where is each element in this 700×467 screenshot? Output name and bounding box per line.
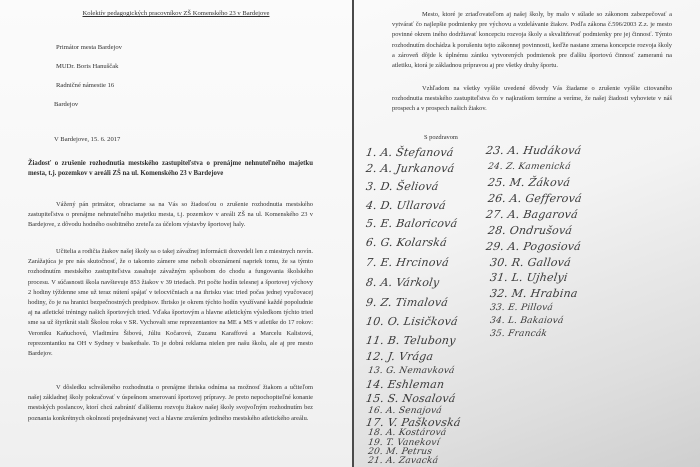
signature: 7. E. Hrcinová — [365, 256, 450, 269]
greeting: S pozdravom — [424, 134, 458, 141]
signature: 25. M. Žáková — [487, 176, 572, 189]
letter-date: V Bardejove, 15. 6. 2017 — [54, 136, 121, 143]
signature: 3. D. Šeliová — [365, 180, 440, 193]
paragraph-1: Vážený pán primátor, obraciame sa na Vás so žiadosťou o zrušenie rozhodnutia mestského zastupiteľstva o prenájme nehnuteľného majetku mesta, t.j. pozemkov v areáli ZŠ na ul. Komenského 23 v Bardejove, z dôvodu hodného osobitného zreteľa za účelom výstavby športovej haly. — [28, 201, 313, 229]
signature: 24. Z. Kamenická — [487, 162, 572, 172]
signature: 33. E. Pillová — [489, 303, 554, 313]
recipient-city: Bardejov — [54, 101, 79, 108]
signature: 15. S. Nosalová — [365, 392, 457, 405]
recipient-street: Radničné námestie 16 — [56, 82, 115, 89]
signature: 6. G. Kolarská — [365, 236, 448, 249]
signature: 20. M. Petrus — [367, 447, 433, 457]
signature: 18. A. Kostárová — [367, 428, 447, 438]
signature: 32. M. Hrabina — [489, 287, 579, 300]
signature: 4. D. Ullarová — [365, 199, 447, 212]
signature: 5. E. Baloricová — [365, 217, 459, 230]
signature: 26. A. Gefferová — [487, 192, 583, 205]
signature: 30. R. Gallová — [489, 256, 572, 269]
signature: 19. T. Vanekoví — [367, 438, 441, 448]
recipient-name: MUDr. Boris Hanuščak — [56, 63, 119, 70]
paragraph-5: Vzhľadom na všetky vyššie uvedené dôvody Vás žiadame o zrušenie vyššie citovaného rozhodnutia mestského zastupiteľstva čo v najkratšom termíne a veríme, že našej žiadosti vyhoviete v náš prospech a v prospech našich žiakov. — [392, 85, 672, 113]
letter-page-right — [354, 0, 700, 467]
signature: 14. Eshleman — [365, 378, 446, 391]
signature: 12. J. Vrága — [365, 350, 435, 363]
paragraph-3: V dôsledku schváleného rozhodnutia o prenájme ihriska odníma sa možnosť žiakom a učiteľom našej základnej školy pokračovať v úspešnom smerovaní športovej prípravy. Je preto nepochopiteľné konanie mestských poslancov, ktorí chcú zabrániť ďalšiemu rozvoju žiakov našej školy svojvoľným rozhodnutím bez poznania konkrétnych okolností prejednávanej veci a hlavne zrušením jediného mestského atletického areálu. — [28, 384, 313, 422]
letter-subject: Žiadosť o zrušenie rozhodnutia mestského zastupiteľstva o prenájme nehnuteľného majetku mesta, t.j. pozemkov v areáli ZŠ na ul. Komenského 23 v Bardejove — [28, 160, 313, 177]
signature: 27. A. Bagarová — [485, 208, 579, 221]
signature: 2. A. Jurkanová — [365, 162, 456, 175]
signature: 28. Ondrušová — [487, 224, 574, 237]
signature: 11. B. Telubony — [365, 334, 457, 347]
paragraph-4: Mesto, ktoré je zriaďovateľom aj našej školy, by malo v súlade so zákonom zabezpečovať a vytvárať čo najlepšie podmienky pre výchovu a vzdelávanie žiakov. Podľa zákona č.596/2003 Z.z. je mesto povinné okrem iného dodržiavať koncepciu rozvoja školy a skvalitňovať podmienky pre jej činnosť. Týmto rozhodnutím dochádza k porušeniu tejto zákonnej povinnosti, keďže nastane zmena koncepcie rozvoja školy a zároveň dôjde k úplnému zániku vytvorených podmienok pre ďalšiu športovú činnosť zameranú na atletiku, ktorá je základnou prípravou aj pre všetky druhy športu. — [392, 11, 672, 70]
signature: 10. O. Lisičková — [365, 315, 459, 328]
recipient-title: Primátor mesta Bardejov — [56, 44, 122, 51]
signature: 16. A. Senajová — [367, 406, 443, 416]
signature: 23. A. Hudáková — [485, 144, 583, 157]
signature: 31. L. Ujhelyi — [489, 271, 569, 284]
signature: 35. Francák — [489, 329, 548, 339]
signature: 17. V. Paškovská — [365, 416, 462, 429]
letter-header: Kolektív pedagogických pracovníkov ZŠ Komenského 23 v Bardejove — [82, 10, 270, 17]
paragraph-2: Učitelia a rodičia žiakov našej školy sa o takej závažnej informácii dozvedeli len z miestnych novín. Zarážajúca je pre nás skutočnosť, že o takomto zámere sme neboli oboznámení napriek tomu, že sa týmto rozhodnutím mestského zastupiteľstva zasahuje závažným spôsobom do chodu a fungovania školského procesu. V súčasnosti škola navštevuje 853 žiakov v 39 triedach. Pri počte hodín telesnej a športovej výchovy 2 hodiny týždenne sme už teraz nútení spájať v telocvičniach a na ihrisku viac tried počas jednej vyučovacej hodiny, čo je na hranici bezpečnostných predpisov. Ihrisko je okrem týchto hodín využívané každé popoludnie aj na atletické tréningy našich športových tried. Vďaka športovým a hlavne atletickým výsledkom týchto tried sme sa už štyrikrát stali Školou roka v SR. Vychovali sme reprezentantov na ME a MS v atletike do 17 rokov: Veroniku Kaňuchovú, Vladimíru Šibovú, Júliu Kočarovú, Zuzanu Karaffovú a Marcelu Kalistovú, reprezentantku na OH v Sydney v basketbale. To je dobrá reklama nielen pre našu školu, ale aj pre mesto Bardejov. — [28, 248, 313, 358]
signature: 13. G. Nemavková — [367, 366, 456, 376]
signature: 8. A. Várkoly — [365, 276, 441, 289]
signature: 29. A. Pogosiová — [485, 240, 582, 253]
signature: 34. L. Bakaiová — [489, 316, 565, 326]
signature: 9. Z. Timalová — [365, 296, 449, 309]
signature: 21. A. Zavacká — [367, 456, 439, 466]
signature: 1. A. Štefanová — [365, 146, 455, 159]
